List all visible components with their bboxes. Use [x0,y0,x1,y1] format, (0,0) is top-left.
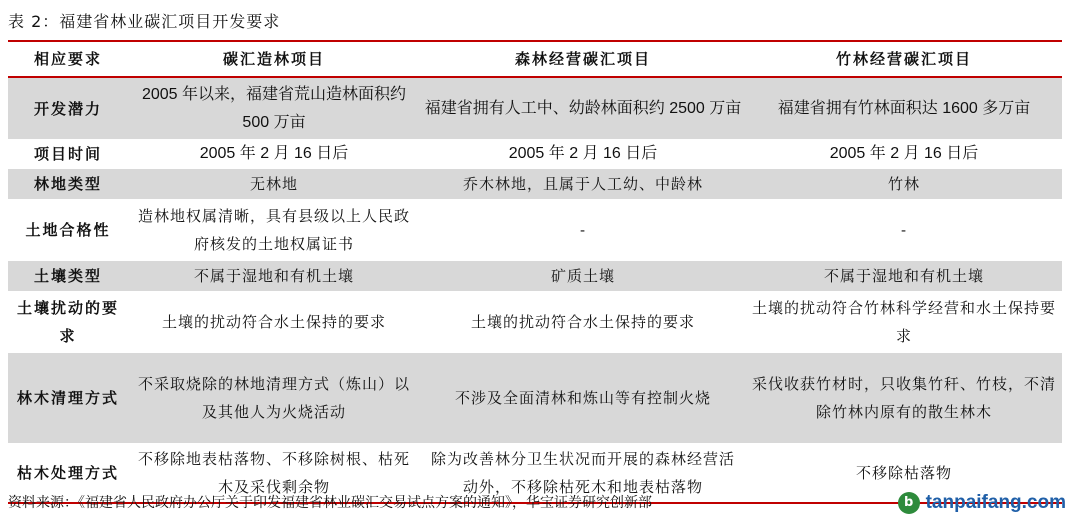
header-cell: 相应要求 [8,41,128,77]
table-cell: 乔木林地，且属于人工幼、中龄林 [462,175,703,193]
table-cell: 2005 年以来，福建省荒山造林面积约 500 万亩 [141,85,407,131]
table-cell: - [900,221,908,239]
row-label: 土壤类型 [33,267,102,285]
table-cell: 土壤的扰动符合水土保持的要求 [161,313,386,331]
row-label: 林地类型 [33,175,102,193]
row-label: 开发潜力 [33,99,102,118]
header-cell: 竹林经营碳汇项目 [746,41,1062,77]
table-cell: - [579,221,587,239]
table-header-row [8,41,1062,77]
row-label: 土地合格性 [25,221,111,239]
header-cell: 碳汇造林项目 [128,41,420,77]
header-cell: 森林经营碳汇项目 [420,41,746,77]
table-cell: 不移除地表枯落物、不移除树根、枯死木及采伐剩余物 [128,443,420,503]
table-cell: 竹林 [887,175,920,193]
table-cell: 不属于湿地和有机土壤 [823,267,984,285]
table-row [8,169,1062,199]
table-cell: 2005 年 2 月 16 日后 [199,145,349,162]
tanpaifang-leaf-logo-icon: b [898,492,920,514]
watermark [898,490,1066,516]
row-label: 项目时间 [33,145,102,163]
requirements-table [8,40,1062,504]
table-cell: 不采取烧除的林地清理方式（炼山）以及其他人为火烧活动 [137,375,410,421]
row-label: 枯木处理方式 [8,443,128,503]
table-cell: 不属于湿地和有机土壤 [193,267,354,285]
table-cell: 福建省拥有人工中、幼龄林面积约 2500 万亩 [424,99,742,117]
table-cell: 除为改善林分卫生状况而开展的森林经营活动外，不移除枯死木和地表枯落物 [420,443,746,503]
table-cell: 土壤的扰动符合竹林科学经营和水土保持要求 [751,299,1056,345]
table-cell: 福建省拥有竹林面积达 1600 多万亩 [777,99,1031,117]
row-label: 土壤扰动的要求 [16,299,119,345]
table-row [8,291,1062,353]
row-label: 林木清理方式 [16,389,119,407]
table-row [8,199,1062,261]
table-cell: 造林地权属清晰，具有县级以上人民政府核发的土地权属证书 [137,207,410,253]
table-cell: 不移除枯落物 [746,443,1062,503]
table-cell: 矿质土壤 [550,267,615,285]
table-row [8,139,1062,169]
table-row [8,261,1062,291]
watermark-text: tanpaifang.com [925,492,1066,513]
table-caption: 表 2：福建省林业碳汇项目开发要求 [8,12,281,31]
table-cell: 不涉及全面清林和炼山等有控制火烧 [454,389,711,407]
source-note: 资料来源：《福建省人民政府办公厅关于印发福建省林业碳汇交易试点方案的通知》，华宝证券研究创新部 [8,495,652,511]
table-cell: 无林地 [249,175,298,193]
table-cell: 2005 年 2 月 16 日后 [508,145,658,162]
table-cell: 2005 年 2 月 16 日后 [829,145,979,162]
table-cell: 土壤的扰动符合水土保持的要求 [470,313,695,331]
table-row [8,353,1062,443]
table-cell: 采伐收获竹材时，只收集竹秆、竹枝，不清除竹林内原有的散生林木 [751,375,1056,421]
table-row [8,77,1062,139]
